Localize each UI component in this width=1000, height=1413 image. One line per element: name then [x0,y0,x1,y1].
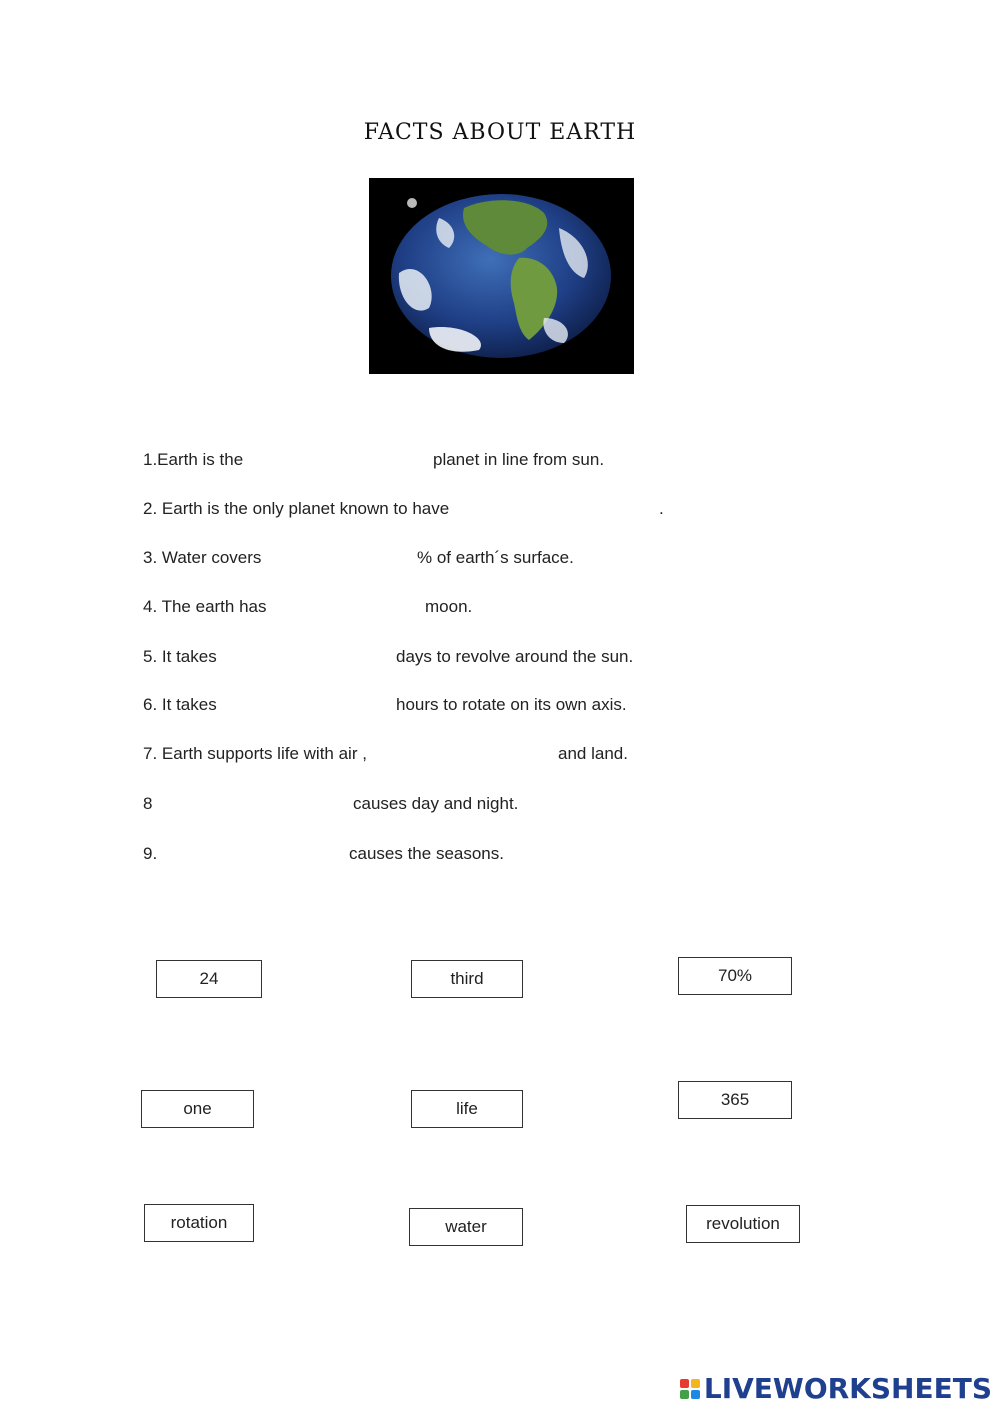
answer-chip-one[interactable]: one [141,1090,254,1128]
answer-chip-water[interactable]: water [409,1208,523,1246]
answer-chip-rotation[interactable]: rotation [144,1204,254,1242]
question-7-text-after: and land. [558,744,628,763]
question-3-text-after: % of earth´s surface. [417,548,574,567]
logo-square-blue [691,1390,700,1399]
answer-chip-third[interactable]: third [411,960,523,998]
question-6-text-after: hours to rotate on its own axis. [396,695,627,714]
liveworksheets-logo-icon [680,1379,700,1399]
question-9-text-after: causes the seasons. [349,844,504,863]
question-7-text-before: 7. Earth supports life with air , [143,744,367,763]
question-5-text-after: days to revolve around the sun. [396,647,634,666]
question-4-text-before: 4. The earth has [143,597,267,616]
earth-image [369,178,634,374]
question-5-text-before: 5. It takes [143,647,217,666]
liveworksheets-logo-text: LIVEWORKSHEETS [703,1372,992,1405]
question-8-text-after: causes day and night. [353,794,519,813]
answer-chip-70-percent[interactable]: 70% [678,957,792,995]
question-2-text-after: . [659,499,664,518]
answer-chip-revolution[interactable]: revolution [686,1205,800,1243]
question-9-text-before: 9. [143,844,158,863]
logo-square-red [680,1379,689,1388]
question-4-blank[interactable] [285,596,420,618]
question-8-text-before: 8 [143,794,153,813]
question-3-text-before: 3. Water covers [143,548,262,567]
question-1-text-after: planet in line from sun. [433,450,605,469]
answer-chip-365[interactable]: 365 [678,1081,792,1119]
question-5-blank[interactable] [232,646,390,668]
worksheet-title: FACTS ABOUT EARTH [363,120,637,145]
question-2-text-before: 2. Earth is the only planet known to have [143,499,450,518]
question-6-text-before: 6. It takes [143,695,217,714]
question-7-blank[interactable] [402,743,552,765]
logo-square-green [680,1390,689,1399]
question-4-text-after: moon. [425,597,473,616]
question-1-blank[interactable] [262,449,422,471]
question-2-blank[interactable] [490,498,655,520]
answer-chip-24[interactable]: 24 [156,960,262,998]
question-1-text-before: 1.Earth is the [143,450,244,469]
logo-square-yellow [691,1379,700,1388]
question-8-blank[interactable] [162,793,347,815]
question-9-blank[interactable] [166,843,344,865]
question-3-blank[interactable] [282,547,412,569]
question-6-blank[interactable] [232,694,390,716]
answer-chip-life[interactable]: life [411,1090,523,1128]
liveworksheets-logo [680,1372,992,1405]
